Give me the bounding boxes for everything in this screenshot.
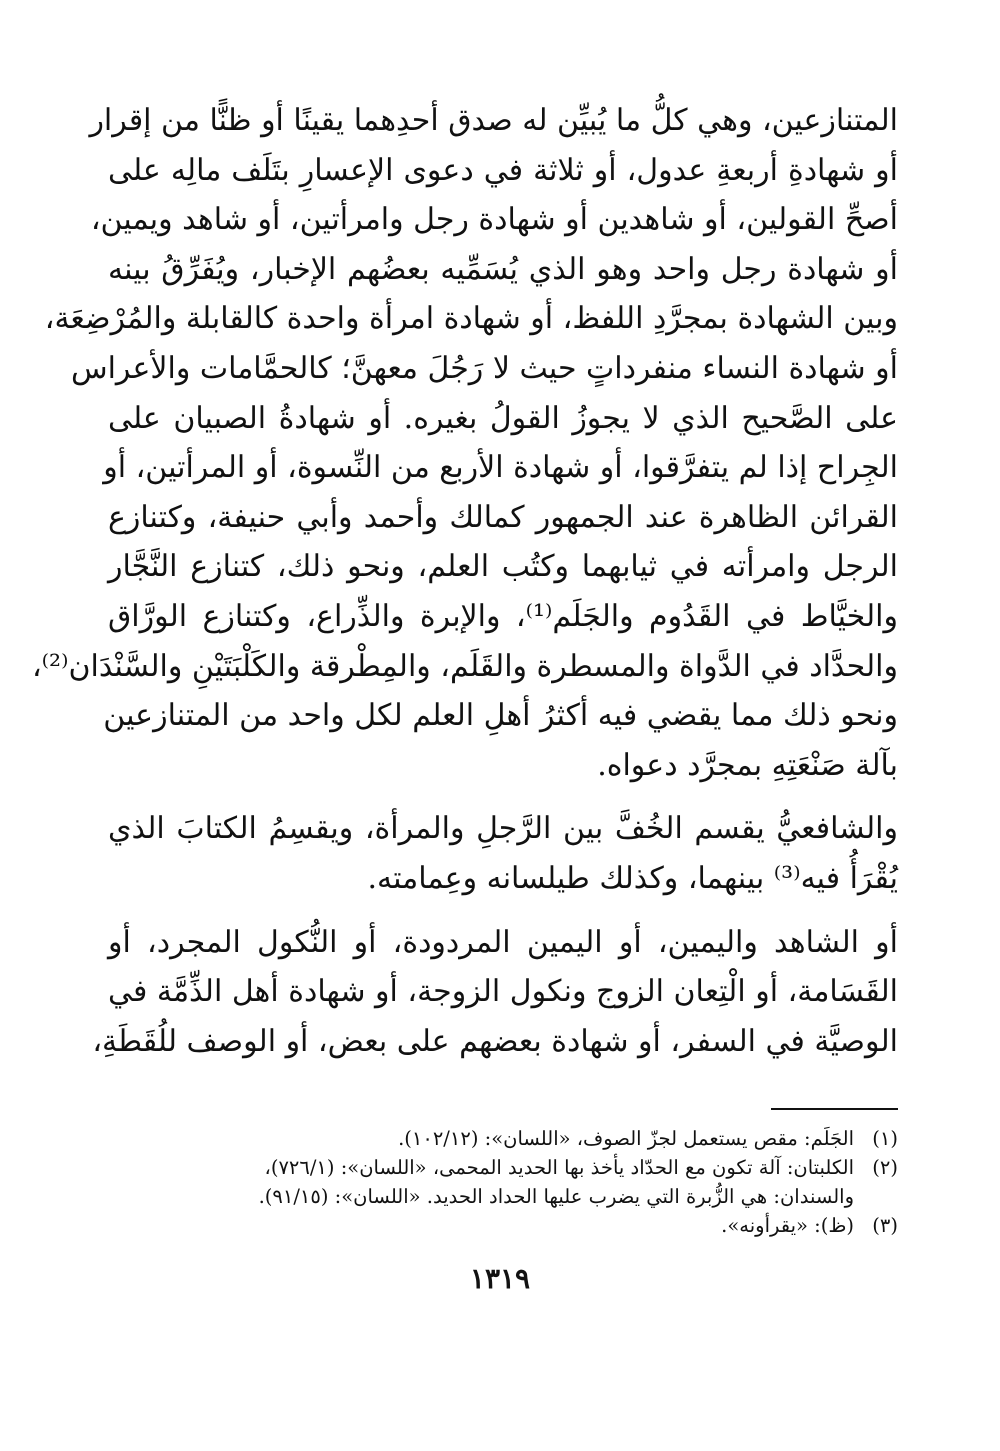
text-line: المتنازعين، وهي كلُّ ما يُبيِّن له صدق أحدِهما يقينًا أو ظنًّا من إقرار xyxy=(89,103,898,138)
footnote-1 xyxy=(108,1124,898,1153)
text-line: الرجل وامرأته في ثيابهما وكتُب العلم، ونحو ذلك، كتنازع النَّجَّار xyxy=(108,549,898,585)
text-line: أصحِّ القولين، أو شاهدين أو شهادة رجل وامرأتين، أو شاهد ويمين، xyxy=(90,202,898,238)
text-line: ونحو ذلك مما يقضي فيه أكثرُ أهلِ العلم لكل واحد من المتنازعين xyxy=(103,698,898,734)
text-line: وبين الشهادة بمجرَّدِ اللفظ، أو شهادة امرأة واحدة كالقابلة والمُرْضِعَة، xyxy=(44,301,898,337)
text-line: القرائن الظاهرة عند الجمهور كمالك وأحمد وأبي حنيفة، وكتنازع xyxy=(108,499,898,535)
text-line: يُقْرَأُ فيه⁽³⁾ بينهما، وكذلك طيلسانه وعِمامته. xyxy=(367,860,898,896)
text-line: أو شهادةِ أربعةِ عدول، أو ثلاثة في دعوى الإعسارِ بتَلَف مالِه على xyxy=(108,152,898,188)
footnote-number: (١) xyxy=(872,1127,898,1150)
paragraph-gap xyxy=(108,790,898,804)
text-line: الجِراح إذا لم يتفرَّقوا، أو شهادة الأربع من النِّسوة، أو المرأتين، أو xyxy=(103,450,898,486)
paragraph-3 xyxy=(92,918,898,1067)
footnote-number: (٣) xyxy=(872,1214,898,1237)
footnote-text: الكلبتان: آلة تكون مع الحدّاد يأخذ بها الحديد المحمى، «اللسان»: (٧٢٦/١)، xyxy=(264,1156,854,1179)
text-line: أو الشاهد واليمين، أو اليمين المردودة، أو النُّكول المجرد، أو xyxy=(108,924,898,960)
text-line: على الصَّحيح الذي لا يجوزُ القولُ بغيره. أو شهادةُ الصبيان على xyxy=(108,400,898,436)
footnote-2 xyxy=(108,1153,898,1182)
main-text xyxy=(31,96,898,1066)
footnote-number: (٢) xyxy=(872,1156,898,1179)
text-line: والخيَّاط في القَدُوم والجَلَم⁽¹⁾، والإبرة والذِّراع، وكتنازع الورَّاق xyxy=(108,598,898,634)
text-line: الوصيَّة في السفر، أو شهادة بعضهم على بعض، أو الوصف للُقَطَةِ، xyxy=(92,1023,898,1059)
paragraph-gap xyxy=(108,904,898,918)
paragraph-2 xyxy=(108,804,898,903)
footnote-text: (ظ): «يقرأونه». xyxy=(721,1214,854,1237)
footnote-text: الجَلَم: مقص يستعمل لجزّ الصوف، «اللسان»: (١٠٢/١٢). xyxy=(398,1127,854,1150)
text-line: القَسَامة، أو الْتِعان الزوج ونكول الزوجة، أو شهادة أهل الذِّمَّة في xyxy=(108,974,898,1010)
footnote-3 xyxy=(108,1211,898,1240)
footnote-separator xyxy=(771,1108,898,1110)
page-number: ١٣١٩ xyxy=(469,1262,531,1295)
footnote-continuation: والسندان: هي الزُّبرة التي يضرب عليها الحداد الحديد. «اللسان»: (٩١/١٥). xyxy=(258,1185,854,1208)
paragraph-1 xyxy=(31,96,898,790)
footnotes xyxy=(108,1124,898,1240)
text-line: أو شهادة رجل واحد وهو الذي يُسَمِّيه بعضُهم الإخبار، ويُفَرِّقُ بينه xyxy=(108,251,898,287)
text-line: والشافعيُّ يقسم الخُفَّ بين الرَّجلِ والمرأة، ويقسِمُ الكتابَ الذي xyxy=(108,811,898,847)
text-line: والحدَّاد في الدَّواة والمسطرة والقَلَم، والمِطْرقة والكَلْبَتَيْنِ والسَّنْدَان⁽²⁾، xyxy=(31,648,898,684)
text-line: بآلة صَنْعَتِهِ بمجرَّد دعواه. xyxy=(597,747,898,783)
text-line: أو شهادة النساء منفرداتٍ حيث لا رَجُلَ معهنَّ؛ كالحمَّامات والأعراس xyxy=(70,350,898,386)
